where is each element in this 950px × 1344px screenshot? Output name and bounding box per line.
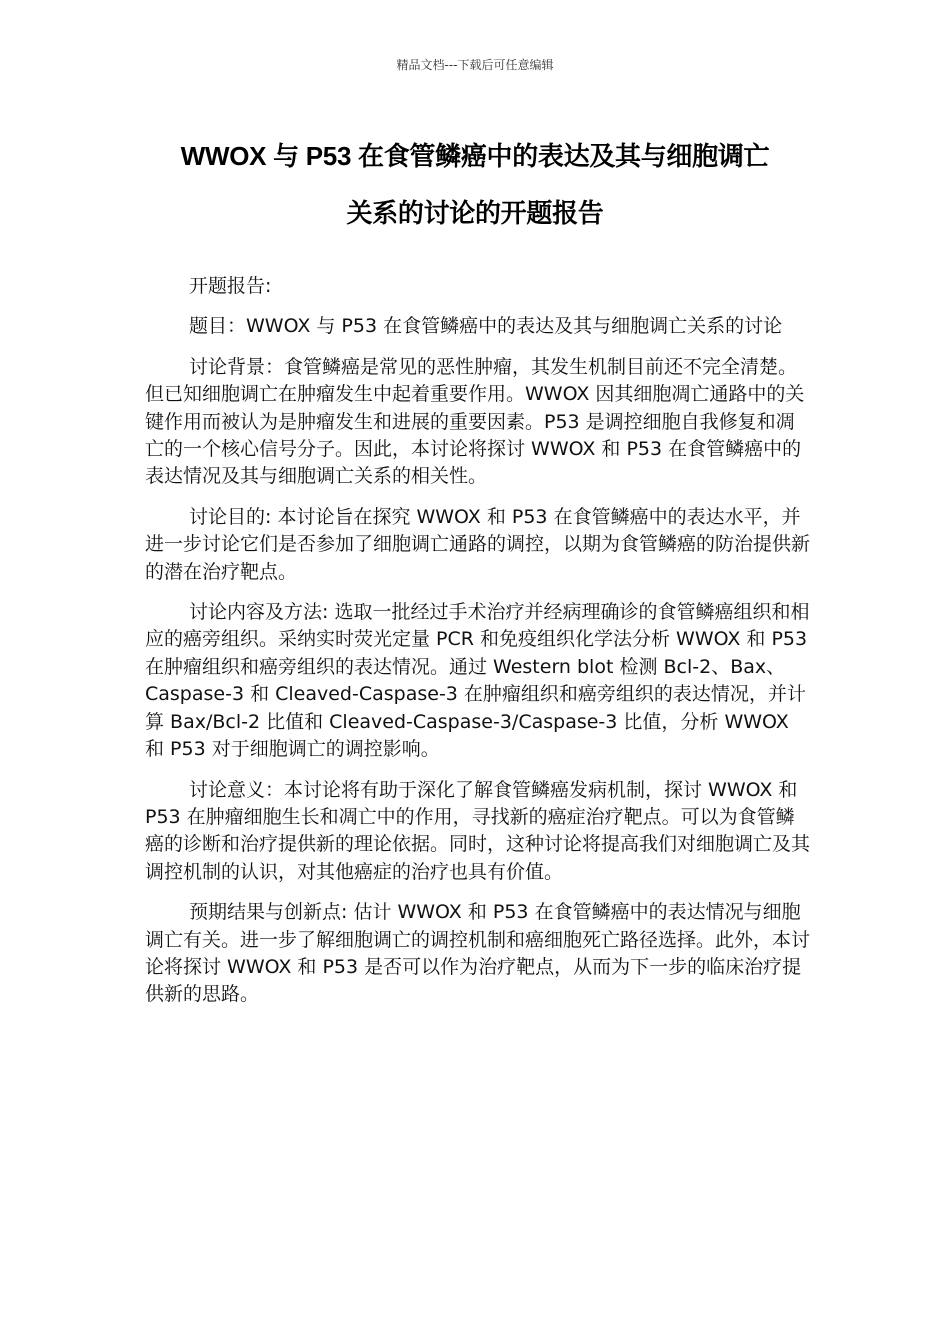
title-line-2: 关系的讨论的开题报告	[346, 198, 604, 228]
paragraph-expected-results: 预期结果与创新点: 估计 WWOX 和 P53 在食管鳞癌中的表达情况与细胞调亡有关。进一步了解细胞调亡的调控机制和癌细胞死亡路径选择。此外，本讨论将探讨 WWOX 和 P53 是否可以作为治疗靶点，从而为下一步的临床治疗提供新的思路。	[145, 901, 811, 1006]
paragraph-report-label: 开题报告:	[189, 275, 272, 297]
paragraph-methods: 讨论内容及方法: 选取一批经过手术治疗并经病理确诊的食管鳞癌组织和相应的癌旁组织。采纳实时荧光定量 PCR 和免疫组织化学法分析 WWOX 和 P53 在肿瘤组织和癌旁组织的表达情况。通过 Western blot 检测 Bcl-2、Bax、Caspase-3 和 Cleaved-Caspase-3 在肿瘤组织和癌旁组织的表达情况，并计算 Bax/Bcl-2 比值和 Cleaved-Caspase-3/Caspase-3 比值，分析 WWOX 和 P53 对于细胞调亡的调控影响。	[145, 601, 810, 761]
paragraph-background: 讨论背景：食管鳞癌是常见的恶性肿瘤，其发生机制目前还不完全清楚。但已知细胞调亡在肿瘤发生中起着重要作用。WWOX 因其细胞凋亡通路中的关键作用而被认为是肿瘤发生和进展的重要因素。P53 是调控细胞自我修复和凋亡的一个核心信号分子。因此，本讨论将探讨 WWOX 和 P53 在食管鳞癌中的表达情况及其与细胞调亡关系的相关性。	[145, 355, 805, 488]
paragraph-purpose: 讨论目的: 本讨论旨在探究 WWOX 和 P53 在食管鳞癌中的表达水平，并进一步讨论它们是否参加了细胞调亡通路的调控，以期为食管鳞癌的防治提供新的潜在治疗靶点。	[145, 505, 811, 583]
paragraph-significance: 讨论意义：本讨论将有助于深化了解食管鳞癌发病机制，探讨 WWOX 和 P53 在肿瘤细胞生长和凋亡中的作用，寻找新的癌症治疗靶点。可以为食管鳞癌的诊断和治疗提供新的理论依据。同时，这种讨论将提高我们对细胞调亡及其调控机制的认识，对其他癌症的治疗也具有价值。	[145, 778, 811, 883]
page-header-note: 精品文档---下载后可任意编辑	[396, 58, 554, 72]
title-line-1: WWOX 与 P53 在食管鳞癌中的表达及其与细胞调亡	[180, 141, 770, 171]
paragraph-topic: 题目：WWOX 与 P53 在食管鳞癌中的表达及其与细胞调亡关系的讨论	[189, 315, 783, 338]
document-body	[145, 273, 810, 1022]
document-title	[120, 128, 830, 242]
